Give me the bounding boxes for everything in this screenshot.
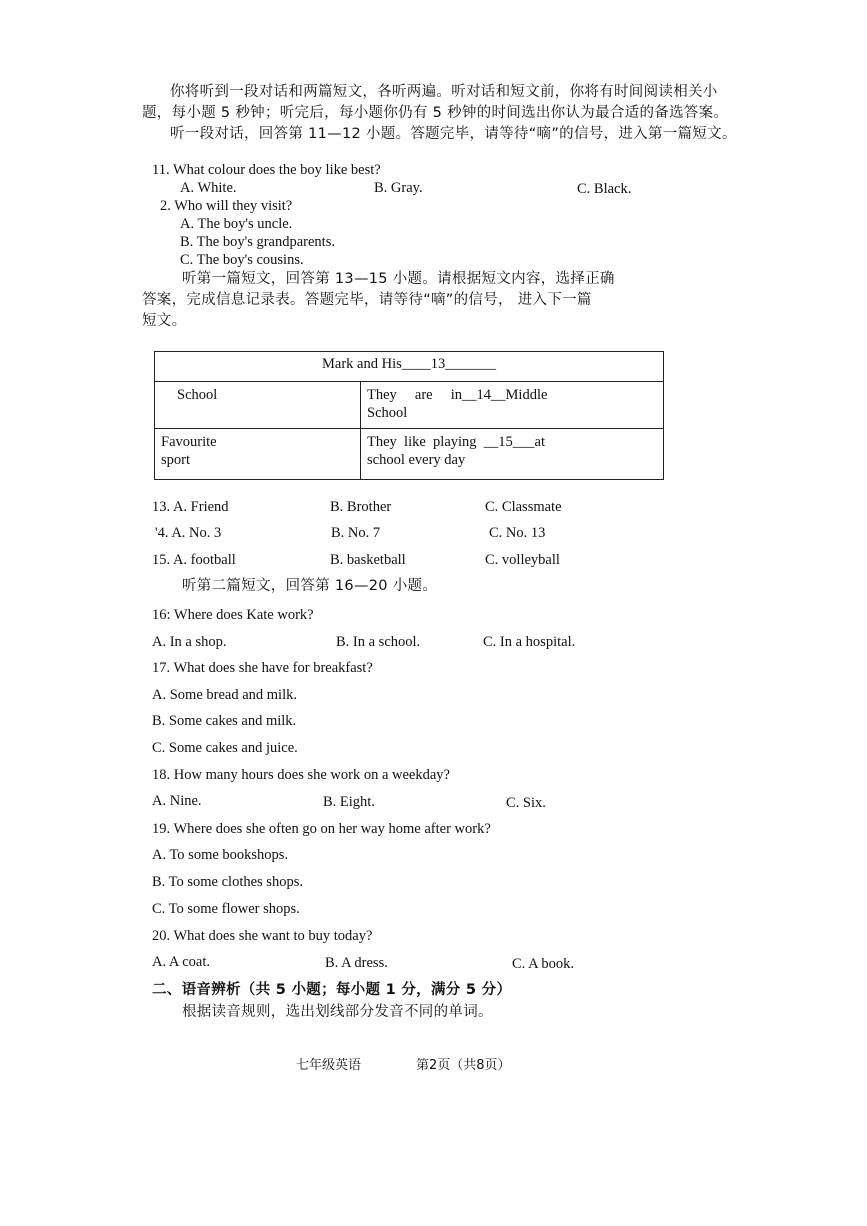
- question-12-option-c: C. The boy's cousins.: [180, 252, 304, 268]
- footer-page-number: 第2页（共8页）: [416, 1058, 511, 1073]
- question-17-option-b: B. Some cakes and milk.: [152, 713, 297, 729]
- question-12-option-a: A. The boy's uncle.: [180, 216, 293, 232]
- question-15-option-a: 15. A. football: [152, 552, 236, 568]
- question-11-option-a: A. White.: [180, 180, 237, 196]
- intro-line-2: 题，每小题 5 秒钟；听完后，每小题你仍有 5 秒钟的时间选出你认为最合适的备选答案。: [142, 105, 729, 121]
- table-value-school: [361, 382, 664, 429]
- question-20-option-b: B. A dress.: [325, 955, 388, 971]
- question-19-option-b: B. To some clothes shops.: [152, 874, 303, 890]
- question-18-option-c: C. Six.: [506, 795, 546, 811]
- passage-1-line-2: 答案，完成信息记录表。答题完毕，请等待“嘀”的信号， 进入下一篇: [142, 292, 592, 308]
- table-value-sport-line-2: school every day: [367, 452, 466, 468]
- question-12-option-b: B. The boy's grandparents.: [180, 234, 335, 250]
- intro-line-3: 听一段对话，回答第 11—12 小题。答题完毕，请等待“嘀”的信号，进入第一篇短文。: [170, 126, 737, 142]
- question-13-option-b: B. Brother: [330, 499, 392, 515]
- question-17-stem: 17. What does she have for breakfast?: [152, 660, 373, 676]
- info-record-table: [154, 351, 664, 480]
- question-16-option-c: C. In a hospital.: [483, 634, 576, 650]
- question-16-option-a: A. In a shop.: [152, 634, 227, 650]
- question-14-option-b: B. No. 7: [331, 525, 381, 541]
- question-13-option-c: C. Classmate: [485, 499, 562, 515]
- question-14-option-c: C. No. 13: [489, 525, 546, 541]
- question-20-option-a: A. A coat.: [152, 954, 210, 970]
- table-label-school: School: [155, 382, 361, 429]
- question-12-stem: 2. Who will they visit?: [160, 198, 293, 214]
- table-value-school-line-1: They are in__14__Middle: [367, 387, 548, 403]
- question-17-option-c: C. Some cakes and juice.: [152, 740, 298, 756]
- question-15-option-b: B. basketball: [330, 552, 406, 568]
- table-value-sport: [361, 429, 664, 480]
- question-18-option-b: B. Eight.: [323, 794, 375, 810]
- question-20-stem: 20. What does she want to buy today?: [152, 928, 373, 944]
- question-18-stem: 18. How many hours does she work on a weekday?: [152, 767, 450, 783]
- table-value-school-line-2: School: [367, 405, 408, 421]
- table-label-sport-line-1: Favourite: [161, 434, 217, 450]
- question-18-option-a: A. Nine.: [152, 793, 202, 809]
- question-19-option-c: C. To some flower shops.: [152, 901, 300, 917]
- question-16-stem: 16: Where does Kate work?: [152, 607, 314, 623]
- question-19-option-a: A. To some bookshops.: [152, 847, 289, 863]
- section-2-heading: 二、语音辨析（共 5 小题；每小题 1 分，满分 5 分）: [152, 982, 512, 998]
- table-label-sport-line-2: sport: [161, 452, 190, 468]
- table-value-sport-line-1: They like playing __15___at: [367, 434, 545, 450]
- question-20-option-c: C. A book.: [512, 956, 575, 972]
- intro-line-1: 你将听到一段对话和两篇短文，各听两遍。听对话和短文前，你将有时间阅读相关小: [170, 84, 718, 100]
- table-title: Mark and His____13_______: [155, 352, 664, 382]
- section-2-instruction: 根据读音规则，选出划线部分发音不同的单词。: [182, 1004, 493, 1020]
- table-label-sport: [155, 429, 361, 480]
- passage-1-line-1: 听第一篇短文，回答第 13—15 小题。请根据短文内容，选择正确: [182, 271, 615, 287]
- question-13-option-a: 13. A. Friend: [152, 499, 229, 515]
- passage-2-instruction: 听第二篇短文，回答第 16—20 小题。: [182, 578, 438, 594]
- question-11-stem: 11. What colour does the boy like best?: [152, 162, 381, 178]
- question-17-option-a: A. Some bread and milk.: [152, 687, 297, 703]
- question-19-stem: 19. Where does she often go on her way home after work?: [152, 821, 491, 837]
- question-14-option-a: '4. A. No. 3: [155, 525, 222, 541]
- question-11-option-c: C. Black.: [577, 181, 632, 197]
- question-15-option-c: C. volleyball: [485, 552, 560, 568]
- question-11-option-b: B. Gray.: [374, 180, 423, 196]
- question-16-option-b: B. In a school.: [336, 634, 421, 650]
- footer-subject: 七年级英语: [296, 1058, 362, 1073]
- passage-1-line-3: 短文。: [142, 313, 187, 329]
